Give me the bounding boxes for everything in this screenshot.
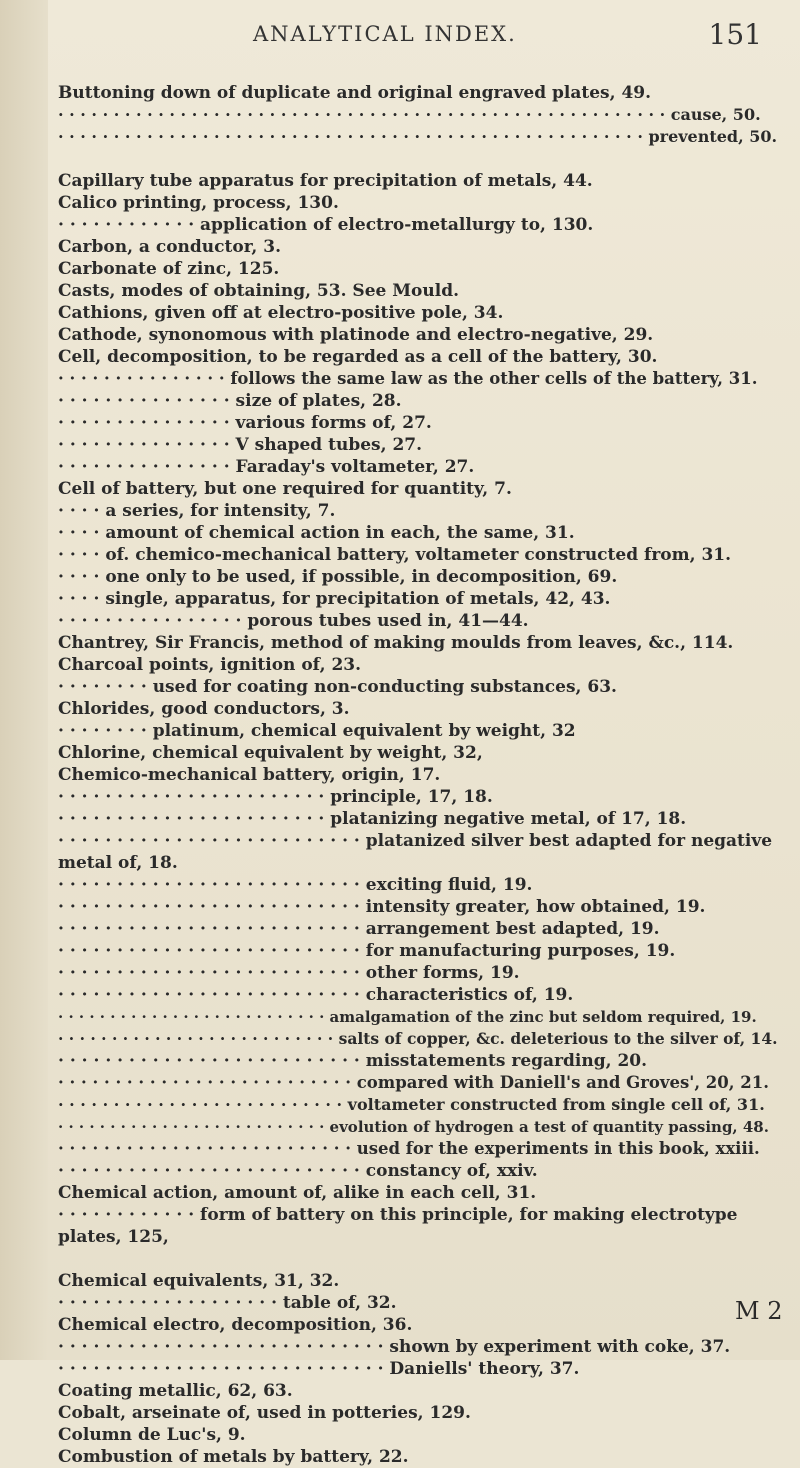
index-entry: Cobalt, arseinate of, used in potteries, 129. [58, 1403, 471, 1423]
index-entry: Charcoal points, ignition of, 23. [58, 655, 362, 675]
index-entry: · · · · · · · · · · · · · · · · porous tubes used in, 41—44. [58, 611, 529, 631]
index-entry: · · · · · · · · · · · · · · · · · · · · · · · · · · platanized silver best adapted for negative metal of, 18. [58, 831, 773, 873]
index-entry: Chlorine, chemical equivalent by weight, 32, [58, 743, 483, 763]
index-entry: · · · · of. chemico-mechanical battery, voltameter constructed from, 31. [58, 545, 732, 565]
index-entry: · · · · · · · · · · · · · · · · · · · · · · · · · · used for the experiments in this book, xxiii. [58, 1139, 760, 1158]
index-entry: · · · · · · · · · · · · · · · · · · · · · · · · · · for manufacturing purposes, 19. [58, 941, 676, 961]
index-entry: Combustion of metals by battery, 22. [58, 1447, 409, 1467]
index-entry: · · · · · · · · platinum, chemical equivalent by weight, 32 [58, 721, 576, 741]
index-entry: · · · · · · · · · · · · · · · various forms of, 27. [58, 413, 432, 433]
index-entry: Coating metallic, 62, 63. [58, 1381, 293, 1401]
index-entry: · · · · · · · · used for coating non-conducting substances, 63. [58, 677, 617, 697]
page-number: 151 [708, 18, 762, 51]
index-entry: Casts, modes of obtaining, 53. See Mould. [58, 281, 460, 301]
index-entry: Chlorides, good conductors, 3. [58, 699, 350, 719]
running-title: ANALYTICAL INDEX. [253, 22, 517, 46]
index-entry: · · · · · · · · · · · · form of battery on this principle, for making electrotype plates, 125, [58, 1205, 738, 1247]
index-entry: · · · · · · · · · · · · · · · · · · · · · · · · · · compared with Daniell's and Groves', 20, 21. [58, 1073, 769, 1092]
index-entry: · · · · a series, for intensity, 7. [58, 501, 336, 521]
index-entry: Chemical action, amount of, alike in each cell, 31. [58, 1183, 537, 1203]
index-entry: · · · · · · · · · · · · · · · · · · · · · · · · · · · · · · · · · · · · · · · · · · · · · · · · · · · · · · · cause, 50. [58, 105, 761, 124]
index-entry: · · · · · · · · · · · · · · · size of plates, 28. [58, 391, 402, 411]
index-entry: Chemical equivalents, 31, 32. [58, 1271, 340, 1291]
index-entry: · · · · one only to be used, if possible, in decomposition, 69. [58, 567, 618, 587]
index-entry: · · · · · · · · · · · · · · · · · · · · · · · · · · · · · · · · · · · · · · · · · · · · · · · · · · · · · prevented, 50. [58, 127, 778, 146]
index-entry: · · · · · · · · · · · · · · · follows the same law as the other cells of the battery, 31. [58, 369, 758, 388]
signature-mark: M 2 [735, 1297, 783, 1325]
index-entry: · · · · single, apparatus, for precipitation of metals, 42, 43. [58, 589, 611, 609]
index-entry: Cathode, synonomous with platinode and electro-negative, 29. [58, 325, 654, 345]
index-entry: Cathions, given off at electro-positive pole, 34. [58, 303, 504, 323]
index-entry: · · · · · · · · · · · · · · · Faraday's voltameter, 27. [58, 457, 475, 477]
index-entry: · · · · · · · · · · · · · · · · · · · · · · · · · · · · shown by experiment with coke, 37. [58, 1337, 731, 1357]
page-header [0, 14, 800, 54]
index-entry: · · · · · · · · · · · · application of electro-metallurgy to, 130. [58, 215, 594, 235]
index-entry: Carbon, a conductor, 3. [58, 237, 282, 257]
index-entry: Chemico-mechanical battery, origin, 17. [58, 765, 441, 785]
index-entry: · · · · · · · · · · · · · · · · · · · · · · · · · · · · Daniells' theory, 37. [58, 1359, 580, 1379]
index-entry: · · · · · · · · · · · · · · · · · · · · · · · · · · constancy of, xxiv. [58, 1161, 538, 1181]
index-entry: Cell, decomposition, to be regarded as a cell of the battery, 30. [58, 347, 658, 367]
index-entry: Column de Luc's, 9. [58, 1425, 246, 1445]
index-entry: · · · · · · · · · · · · · · · · · · · · · · · · · · intensity greater, how obtained, 19. [58, 897, 706, 917]
index-entry: Carbonate of zinc, 125. [58, 259, 280, 279]
index-entry: Chantrey, Sir Francis, method of making moulds from leaves, &c., 114. [58, 633, 734, 653]
index-entry: · · · · · · · · · · · · · · · V shaped tubes, 27. [58, 435, 423, 455]
index-entry: Chemical electro, decomposition, 36. [58, 1315, 413, 1335]
index-entry: · · · · · · · · · · · · · · · · · · · table of, 32. [58, 1293, 397, 1313]
index-entry: Cell of battery, but one required for quantity, 7. [58, 479, 512, 499]
index-entry: · · · · · · · · · · · · · · · · · · · · · · · · · · misstatements regarding, 20. [58, 1051, 648, 1071]
index-entry: · · · · · · · · · · · · · · · · · · · · · · · · · · amalgamation of the zinc but seldom required, 19. [58, 1008, 757, 1026]
index-entry: Calico printing, process, 130. [58, 193, 339, 213]
index-entry: · · · · · · · · · · · · · · · · · · · · · · · · · · salts of copper, &c. deleterious to the silver of, 14. [58, 1029, 778, 1048]
index-entry: · · · · · · · · · · · · · · · · · · · · · · · · · · arrangement best adapted, 19. [58, 919, 660, 939]
index-entry: · · · · · · · · · · · · · · · · · · · · · · · · · · evolution of hydrogen a test of quantity passing, 48. [58, 1118, 769, 1136]
index-entry: · · · · · · · · · · · · · · · · · · · · · · · · · · other forms, 19. [58, 963, 520, 983]
index-entry: · · · · · · · · · · · · · · · · · · · · · · · · · · characteristics of, 19. [58, 985, 574, 1005]
index-entry: · · · · · · · · · · · · · · · · · · · · · · · · · · voltameter constructed from single cell of, 31. [58, 1095, 765, 1114]
index-entry: · · · · amount of chemical action in each, the same, 31. [58, 523, 575, 543]
page-edge-shadow [0, 0, 48, 1360]
index-entry: · · · · · · · · · · · · · · · · · · · · · · · principle, 17, 18. [58, 787, 493, 807]
index-entry: Buttoning down of duplicate and original engraved plates, 49. [58, 83, 652, 103]
index-entry: Capillary tube apparatus for precipitation of metals, 44. [58, 171, 593, 191]
index-entry: · · · · · · · · · · · · · · · · · · · · · · · · · · exciting fluid, 19. [58, 875, 533, 895]
index-entry: · · · · · · · · · · · · · · · · · · · · · · · platanizing negative metal, of 17, 18. [58, 809, 687, 829]
index-entries [58, 82, 778, 1468]
